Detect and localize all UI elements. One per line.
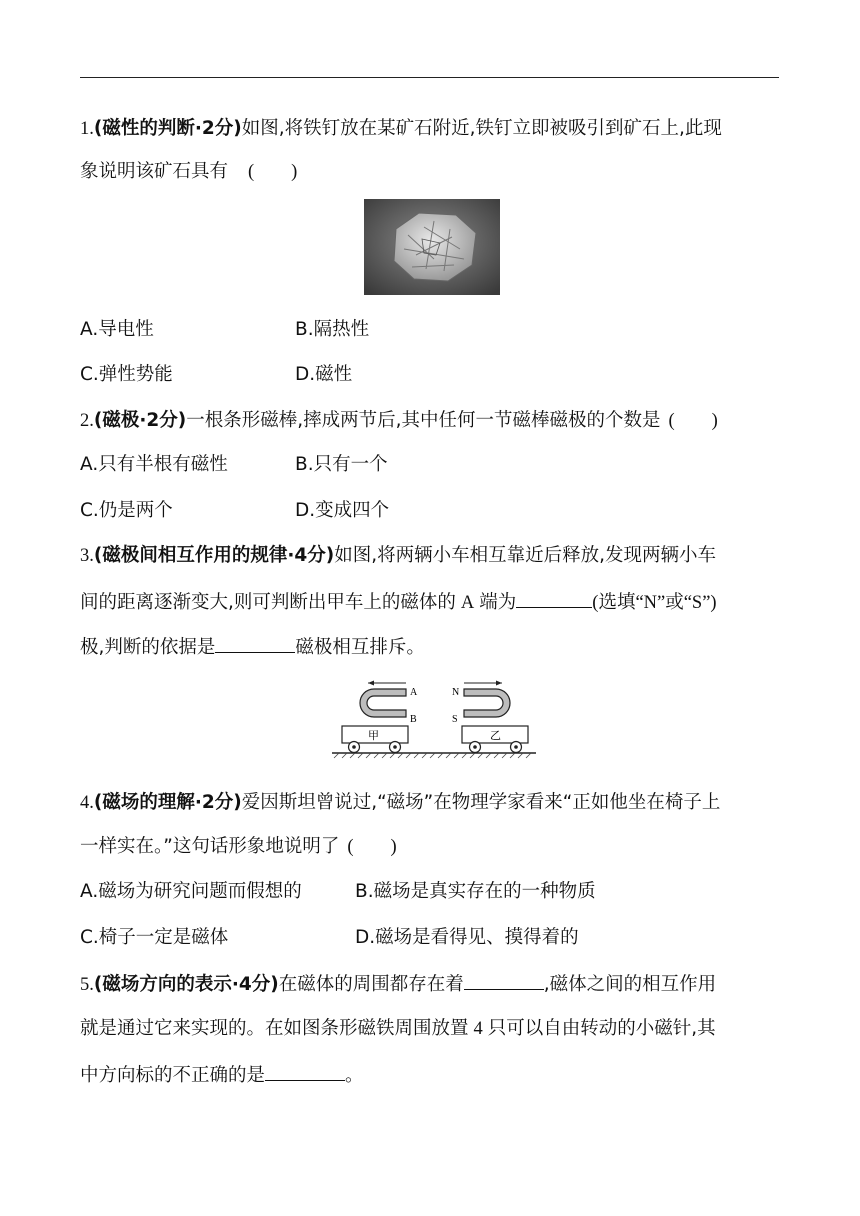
q3-stem-line1: 如图,将两辆小车相互靠近后释放,发现两辆小车 xyxy=(334,545,716,566)
q5-tag: (磁场方向的表示·4分) xyxy=(93,974,279,995)
q4-tag: (磁场的理解·2分) xyxy=(93,792,242,813)
q1-tag: (磁性的判断·2分) xyxy=(93,118,242,139)
q3-end-label: A xyxy=(460,593,475,613)
q3-blank-1[interactable] xyxy=(516,589,592,608)
q3-stem-line3a: 极,判断的依据是 xyxy=(80,637,216,658)
q2-option-b: B.只有一个 xyxy=(295,454,388,475)
label-b: B xyxy=(410,714,417,725)
label-s: S xyxy=(452,714,458,725)
q1-line1 xyxy=(80,117,722,141)
q2-number: 2. xyxy=(80,411,94,431)
q5-stem-line1a: 在磁体的周围都存在着 xyxy=(278,974,464,995)
q1-stem-line2: 象说明该矿石具有 xyxy=(80,161,229,182)
q2-line1 xyxy=(80,409,718,433)
q3-stem-line3b: 磁极相互排斥。 xyxy=(295,637,425,658)
q5-line2 xyxy=(80,1017,716,1041)
q1-number: 1. xyxy=(80,119,94,139)
q5-blank-2[interactable] xyxy=(265,1062,345,1081)
q5-stem-line3a: 中方向标的不正确的是 xyxy=(80,1065,266,1086)
q5-line1 xyxy=(80,971,716,997)
q4-stem-line1: 爱因斯坦曾说过,“磁场”在物理学家看来“正如他坐在椅子上 xyxy=(241,792,721,813)
q2-option-c: C.仍是两个 xyxy=(80,500,173,521)
q4-option-a: A.磁场为研究问题而假想的 xyxy=(80,881,302,902)
label-a: A xyxy=(410,687,418,698)
q1-stem-line1: 如图,将铁钉放在某矿石附近,铁钉立即被吸引到矿石上,此现 xyxy=(241,118,722,139)
q2-option-d: D.变成四个 xyxy=(295,500,390,521)
q1-option-c: C.弹性势能 xyxy=(80,364,173,385)
q5-stem-line2a: 就是通过它来实现的。在如图条形磁铁周围放置 xyxy=(80,1018,469,1039)
q2-answer-paren: ( ) xyxy=(668,411,718,431)
q4-line2 xyxy=(80,835,397,859)
q5-number: 5. xyxy=(80,975,94,995)
q2-option-a: A.只有半根有磁性 xyxy=(80,454,228,475)
q2-stem-line1: 一根条形磁棒,摔成两节后,其中任何一节磁棒磁极的个数是 xyxy=(186,410,661,431)
q5-count: 4 xyxy=(473,1019,483,1039)
q4-stem-line2: 一样实在。”这句话形象地说明了 xyxy=(80,836,340,857)
q4-option-c: C.椅子一定是磁体 xyxy=(80,927,229,948)
q3-stem-line2c: 端为 xyxy=(479,592,517,613)
q5-stem-line2c: 只可以自由转动的小磁针,其 xyxy=(487,1018,716,1039)
q1-option-a: A.导电性 xyxy=(80,319,154,340)
q4-answer-paren: ( ) xyxy=(347,837,397,857)
q3-tag: (磁极间相互作用的规律·4分) xyxy=(93,545,335,566)
q3-number: 3. xyxy=(80,546,94,566)
q1-line2 xyxy=(80,160,297,184)
magnet-carts-figure xyxy=(330,680,540,760)
q3-line2 xyxy=(80,589,717,615)
q5-stem-line1b: ,磁体之间的相互作用 xyxy=(543,974,717,995)
q3-line3 xyxy=(80,634,425,660)
q5-blank-1[interactable] xyxy=(464,971,544,990)
q2-tag: (磁极·2分) xyxy=(93,410,187,431)
q5-stem-line3b: 。 xyxy=(345,1065,364,1086)
q4-option-d: D.磁场是看得见、摸得着的 xyxy=(355,927,579,948)
q4-line1 xyxy=(80,791,720,815)
q3-blank-2[interactable] xyxy=(215,634,295,653)
q3-stem-line2d: (选填“N”或“S”) xyxy=(592,593,717,613)
q5-line3 xyxy=(80,1062,364,1088)
q4-number: 4. xyxy=(80,793,94,813)
q1-answer-paren: ( ) xyxy=(248,162,298,182)
q1-option-d: D.磁性 xyxy=(295,364,353,385)
cart-jia-label: 甲 xyxy=(368,729,379,742)
q3-line1 xyxy=(80,544,716,568)
label-n: N xyxy=(452,687,460,698)
ore-photo xyxy=(364,199,500,295)
q4-option-b: B.磁场是真实存在的一种物质 xyxy=(355,881,596,902)
q1-option-b: B.隔热性 xyxy=(295,319,370,340)
cart-yi-label: 乙 xyxy=(490,729,501,742)
header-rule xyxy=(80,77,779,78)
q3-stem-line2a: 间的距离逐渐变大,则可判断出甲车上的磁体的 xyxy=(80,592,456,613)
